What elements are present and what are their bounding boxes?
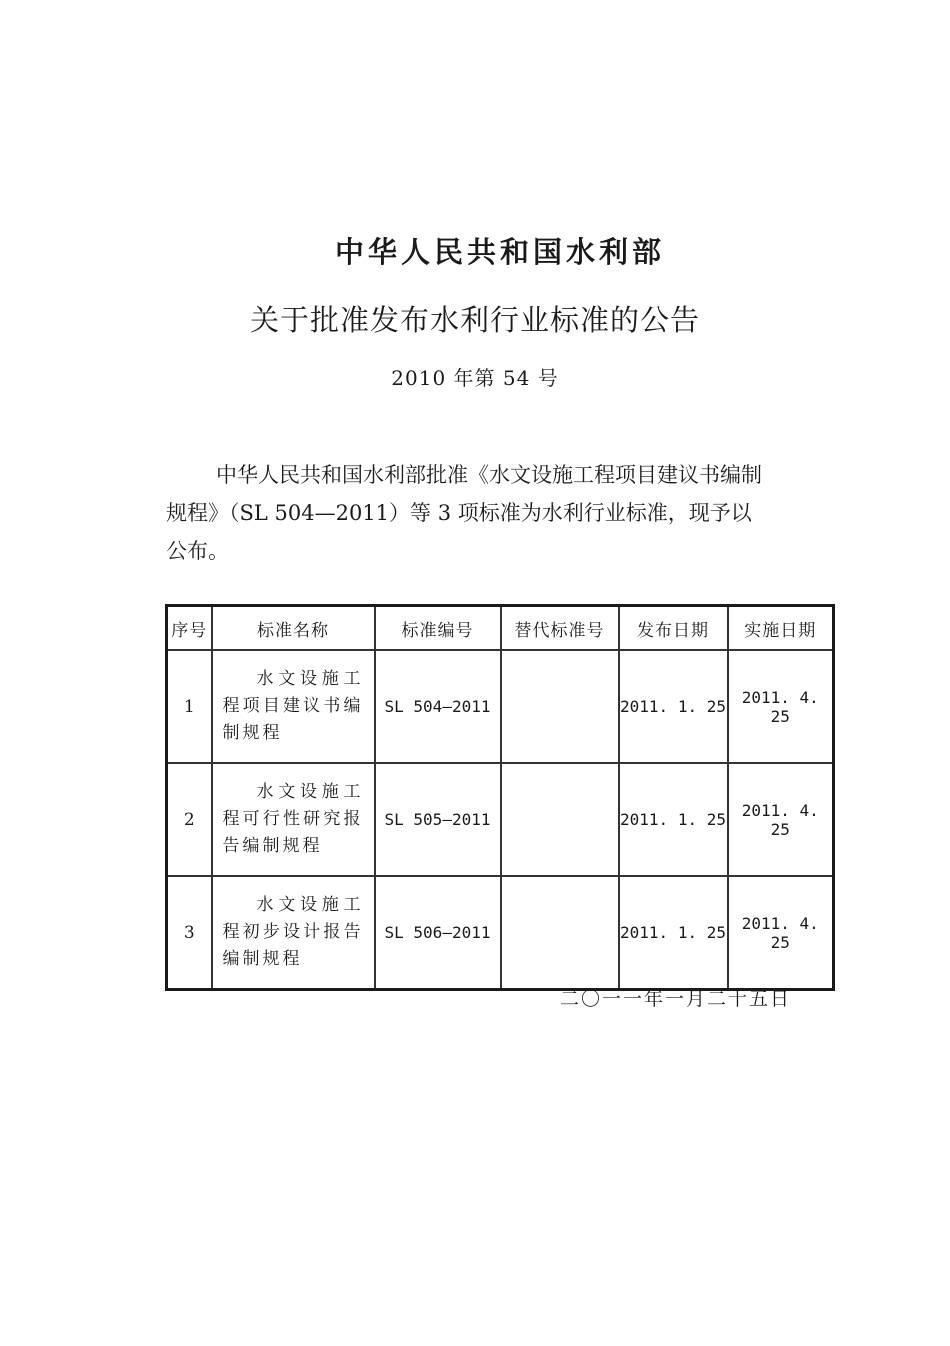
row-replaces bbox=[501, 763, 619, 876]
body-line-3: 公布。 bbox=[166, 539, 229, 563]
row-standard-code: SL 504—2011 bbox=[375, 650, 501, 763]
table-row bbox=[167, 650, 834, 763]
issuer-title: 中华人民共和国水利部 bbox=[334, 235, 665, 269]
row-standard-name bbox=[212, 763, 375, 876]
document-number: 2010 年第 54 号 bbox=[391, 366, 559, 390]
notice-title: 关于批准发布水利行业标准的公告 bbox=[249, 303, 700, 337]
table-row bbox=[167, 876, 834, 990]
body-line-1: 中华人民共和国水利部批准《水文设施工程项目建议书编制 bbox=[216, 463, 762, 487]
header-name: 标准名称 bbox=[212, 606, 375, 651]
header-replaces: 替代标准号 bbox=[501, 606, 619, 651]
row-standard-name bbox=[212, 876, 375, 990]
table-row bbox=[167, 763, 834, 876]
header-effective: 实施日期 bbox=[728, 606, 834, 651]
row-effective-date: 2011. 4. 25 bbox=[728, 763, 834, 876]
row-index: 3 bbox=[167, 876, 212, 990]
row-issued-date: 2011. 1. 25 bbox=[619, 876, 728, 990]
header-index: 序号 bbox=[167, 606, 212, 651]
header-code: 标准编号 bbox=[375, 606, 501, 651]
row-index: 1 bbox=[167, 650, 212, 763]
header-issued: 发布日期 bbox=[619, 606, 728, 651]
row-index: 2 bbox=[167, 763, 212, 876]
row-standard-code: SL 506—2011 bbox=[375, 876, 501, 990]
announcement-body bbox=[166, 456, 834, 570]
announcement-date: 二〇一一年一月二十五日 bbox=[560, 988, 792, 1010]
body-line-2: 规程》（SL 504—2011）等 3 项标准为水利行业标准，现予以 bbox=[166, 501, 752, 525]
standard-name-text: 水文设施工程初步设计报告编制规程 bbox=[222, 895, 364, 969]
standards-table bbox=[165, 604, 835, 991]
row-standard-code: SL 505—2011 bbox=[375, 763, 501, 876]
row-replaces bbox=[501, 650, 619, 763]
row-replaces bbox=[501, 876, 619, 990]
row-issued-date: 2011. 1. 25 bbox=[619, 650, 728, 763]
row-issued-date: 2011. 1. 25 bbox=[619, 763, 728, 876]
row-standard-name bbox=[212, 650, 375, 763]
table-header-row bbox=[167, 606, 834, 651]
row-effective-date: 2011. 4. 25 bbox=[728, 650, 834, 763]
standard-name-text: 水文设施工程可行性研究报告编制规程 bbox=[222, 782, 364, 856]
standard-name-text: 水文设施工程项目建议书编制规程 bbox=[222, 669, 364, 743]
row-effective-date: 2011. 4. 25 bbox=[728, 876, 834, 990]
